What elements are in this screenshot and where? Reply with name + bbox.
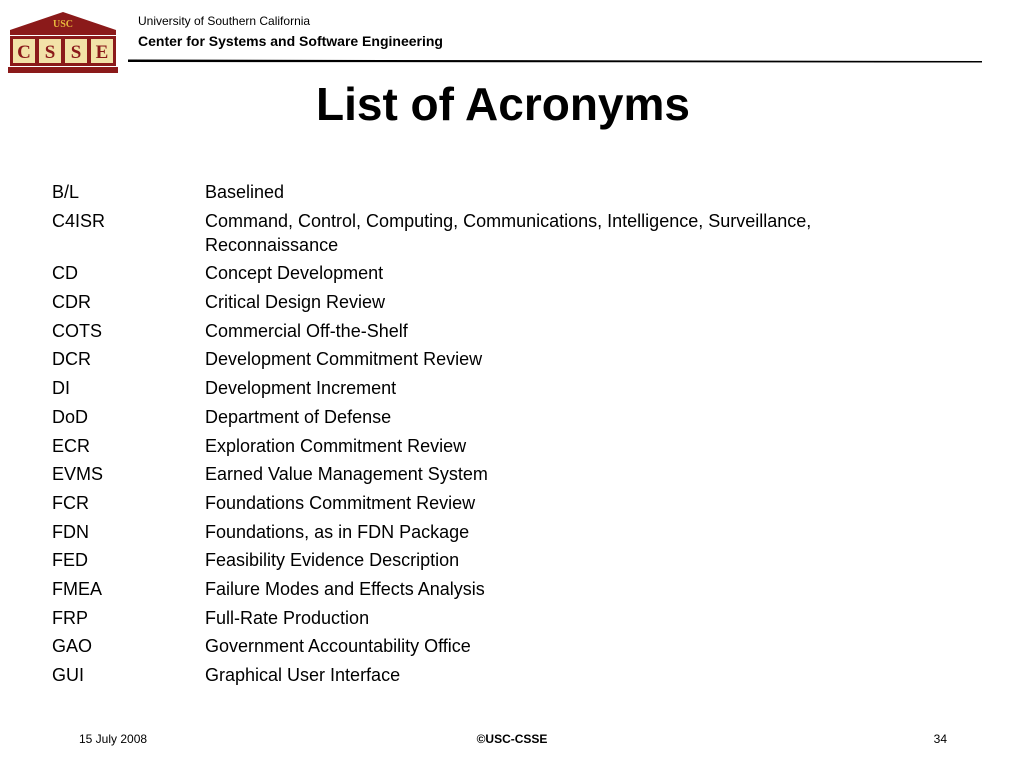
- acronym-definition: Government Accountability Office: [205, 636, 471, 657]
- acronym-row: [52, 209, 952, 257]
- acronym-row: [52, 663, 952, 687]
- acronym-definition: Failure Modes and Effects Analysis: [205, 578, 485, 599]
- acronym-term: DoD: [52, 406, 89, 427]
- acronym-definition: Critical Design Review: [205, 292, 386, 313]
- acronym-row: [52, 290, 952, 314]
- acronym-term: ECR: [52, 435, 91, 456]
- acronym-term: DCR: [52, 349, 91, 370]
- acronym-row: [52, 405, 952, 429]
- acronym-row: [52, 261, 952, 285]
- acronym-definition: Development Commitment Review: [205, 349, 483, 370]
- page-number: 34: [933, 732, 947, 746]
- acronym-term: GUI: [52, 665, 85, 685]
- acronym-definition: Concept Development: [205, 263, 384, 284]
- acronym-term: FCR: [52, 492, 89, 513]
- logo-base: [8, 67, 118, 73]
- acronym-term: GAO: [52, 636, 93, 657]
- acronym-term: FRP: [52, 607, 88, 628]
- acronym-definition: Commercial Off-the-Shelf: [205, 320, 408, 341]
- acronym-definition: Earned Value Management System: [205, 464, 488, 485]
- acronym-term: CDR: [52, 292, 91, 313]
- logo-letter-1: C: [17, 42, 31, 63]
- acronym-term: FMEA: [52, 578, 103, 599]
- acronym-row: [52, 606, 952, 630]
- acronym-term: C4ISR: [52, 210, 106, 231]
- acronym-definition: Foundations, as in FDN Package: [205, 521, 470, 542]
- acronym-row: [52, 548, 952, 572]
- acronym-row: [52, 319, 952, 343]
- acronym-definition: Feasibility Evidence Description: [205, 550, 460, 571]
- logo-usc-text: USC: [52, 19, 74, 30]
- acronym-row: [52, 434, 952, 458]
- acronym-definition: Command, Control, Computing, Communications, Intelligence, Surveillance, Reconnaissance: [205, 210, 812, 255]
- acronym-definition: Department of Defense: [205, 406, 392, 427]
- logo-letter-panels: [10, 36, 116, 66]
- header-divider: [128, 58, 982, 64]
- university-name: University of Southern California: [138, 14, 311, 28]
- acronym-term: EVMS: [52, 464, 104, 485]
- acronym-row: [52, 462, 952, 486]
- logo-letter-4: E: [95, 42, 109, 63]
- acronym-definition: Foundations Commitment Review: [205, 492, 476, 513]
- acronym-term: FDN: [52, 521, 89, 542]
- acronym-definition: Exploration Commitment Review: [205, 435, 467, 456]
- acronym-term: FED: [52, 550, 88, 571]
- acronym-row: [52, 491, 952, 515]
- acronym-term: DI: [52, 378, 70, 399]
- logo-letter-3: S: [70, 42, 82, 63]
- acronym-row: [52, 376, 952, 400]
- acronym-row: [52, 634, 952, 658]
- footer-date: 15 July 2008: [79, 732, 148, 746]
- acronym-list: [52, 180, 952, 692]
- acronym-term: COTS: [52, 320, 103, 341]
- acronym-row: [52, 520, 952, 544]
- acronym-row: [52, 347, 952, 371]
- logo-letter-2: S: [44, 42, 56, 63]
- usc-csse-logo: [7, 10, 119, 74]
- center-name: Center for Systems and Software Engineering: [138, 33, 443, 49]
- logo-entablature: [10, 30, 116, 35]
- acronym-term: B/L: [52, 182, 80, 202]
- footer-copyright: ©USC-CSSE: [476, 732, 548, 746]
- acronym-definition: Development Increment: [205, 378, 397, 399]
- acronym-row: [52, 180, 952, 204]
- acronym-row: [52, 577, 952, 601]
- acronym-term: CD: [52, 263, 78, 284]
- slide-title: List of Acronyms: [315, 78, 691, 130]
- acronym-definition: Full-Rate Production: [205, 607, 370, 628]
- acronym-definition: Baselined: [205, 182, 285, 202]
- acronym-definition: Graphical User Interface: [205, 665, 401, 685]
